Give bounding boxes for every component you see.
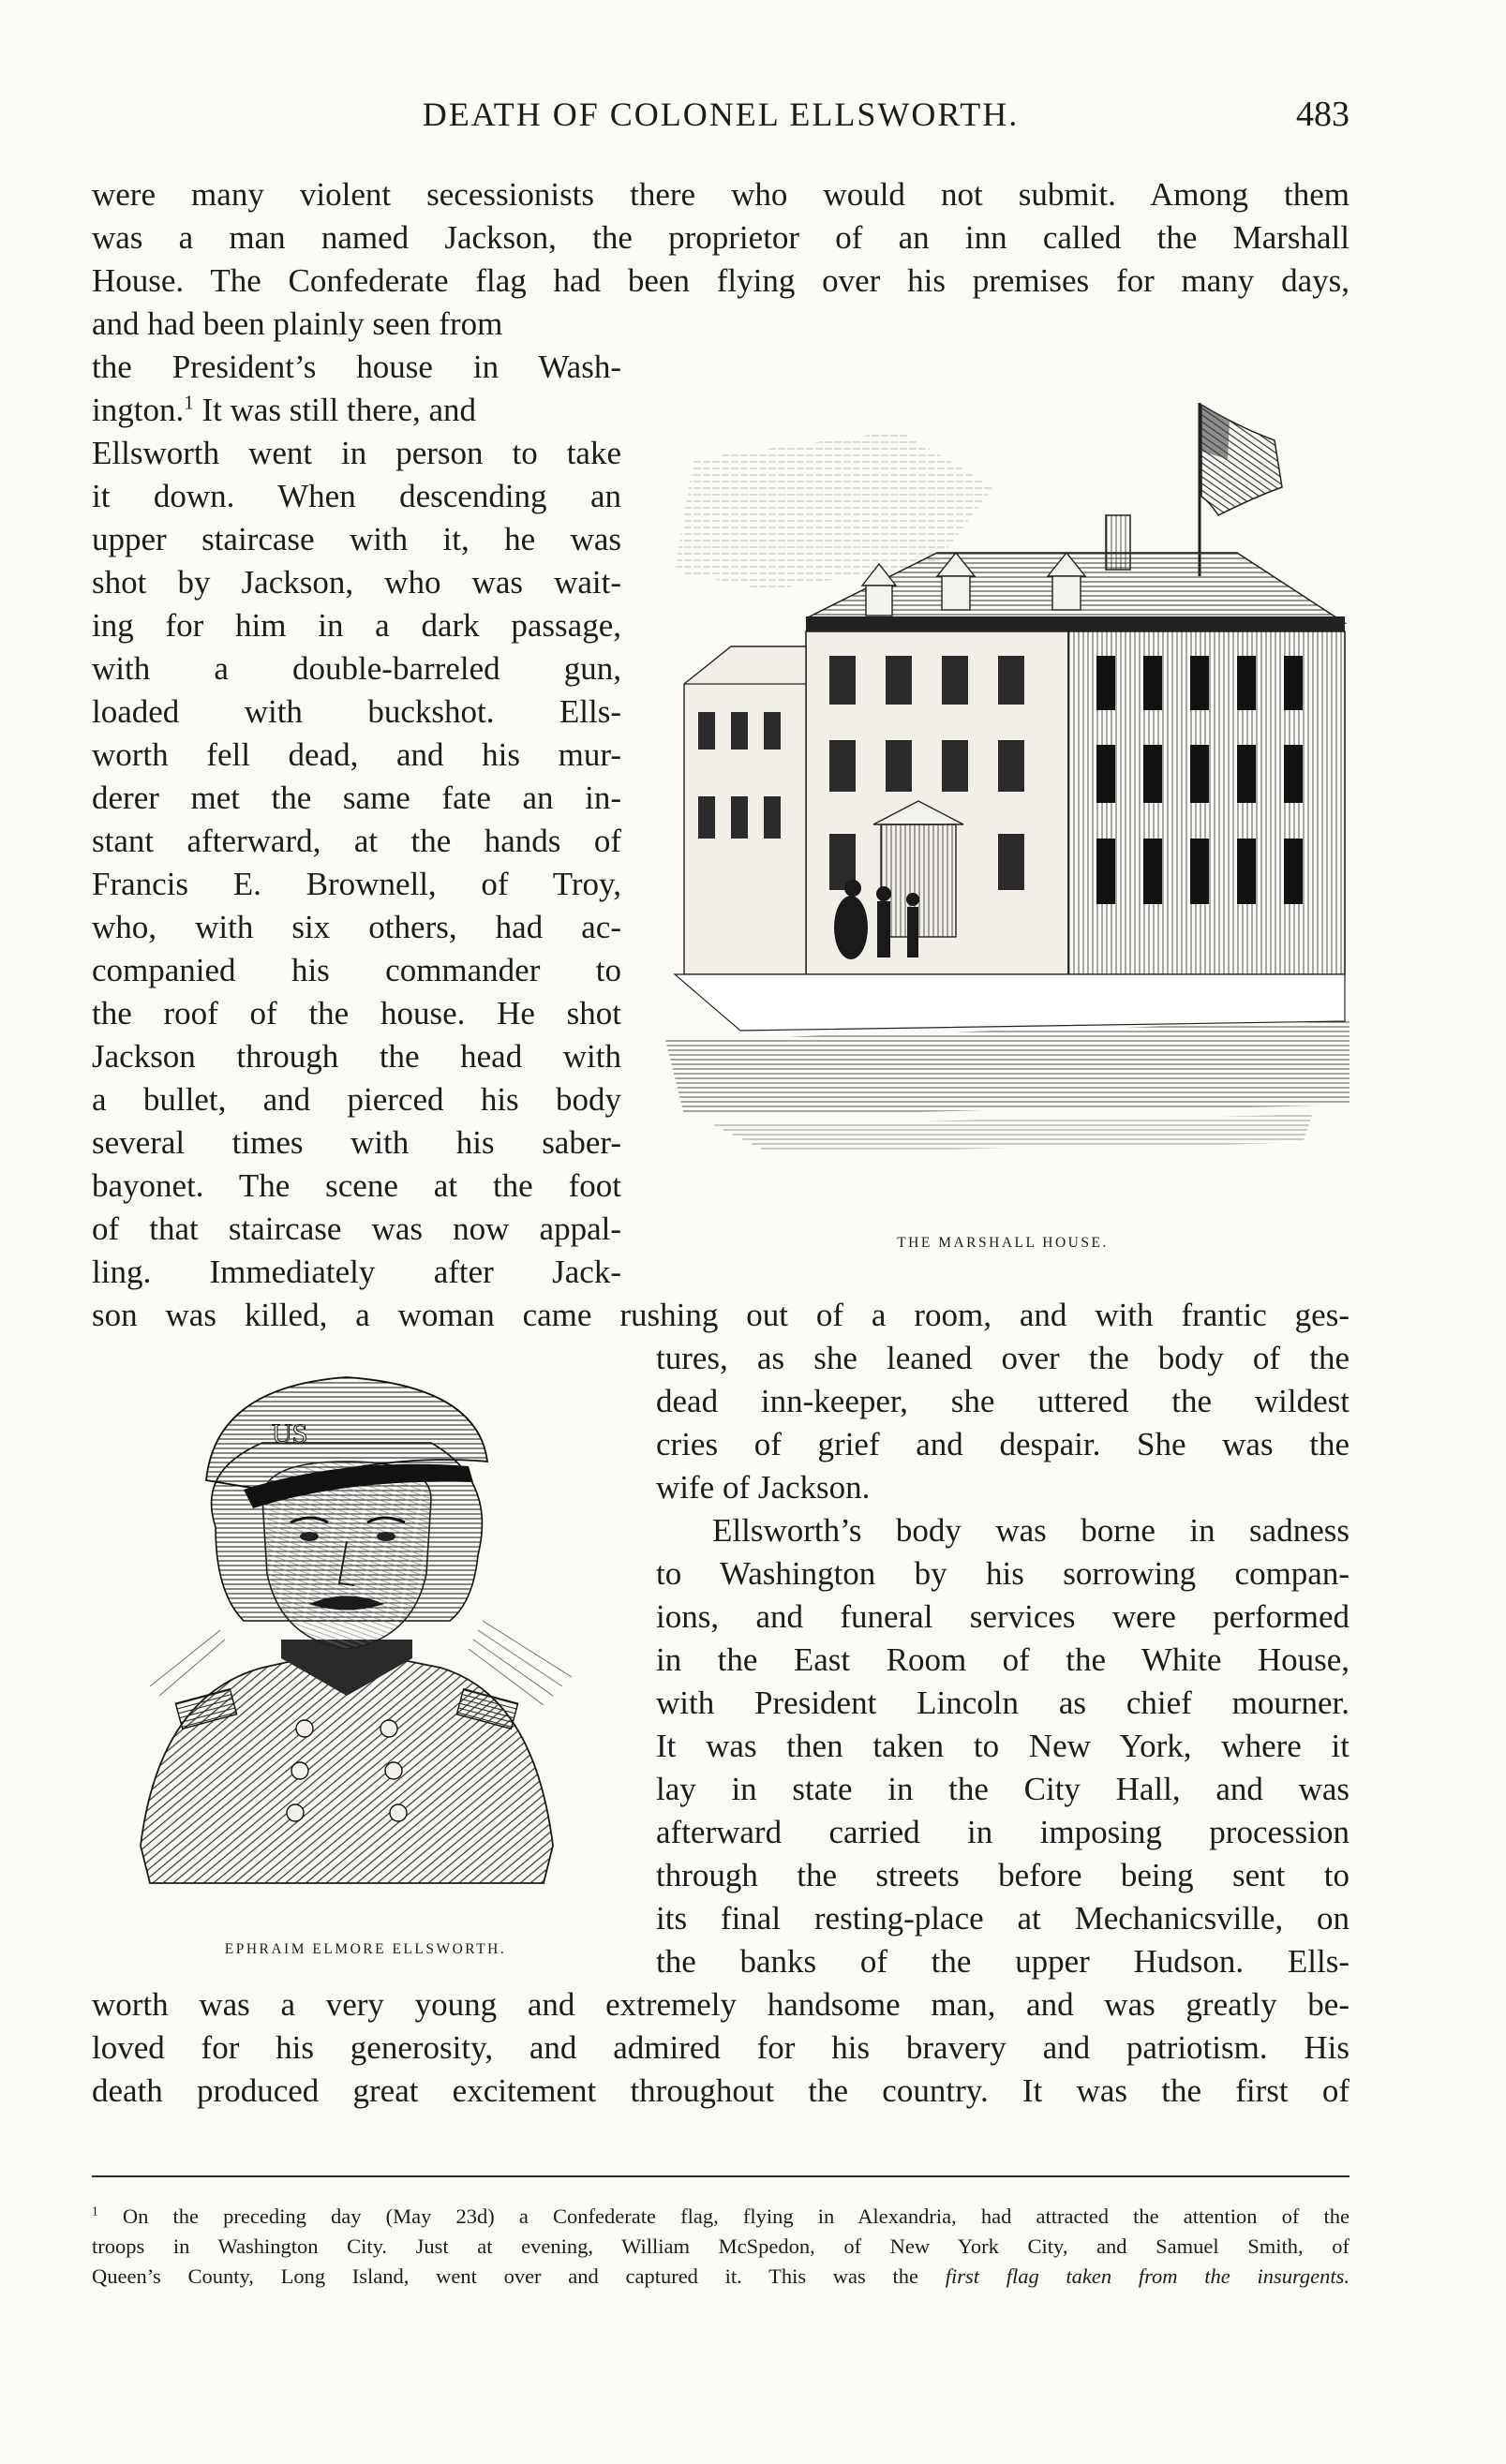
footnote-line: $^1$ On the preceding day (May 23d) a Confederate flag, flying in Alexandria, had attracted the attention of the bbox=[92, 2204, 1349, 2228]
body-line: It was then taken to New York, where it bbox=[656, 1728, 1349, 1764]
body-line: death produced great excitement throughout the country. It was the first of bbox=[92, 2072, 1349, 2109]
body-line: derer met the same fate an in- bbox=[92, 779, 621, 816]
body-line: Ellsworth’s body was borne in sadness bbox=[712, 1512, 1349, 1549]
body-line: Francis E. Brownell, of Troy, bbox=[92, 866, 621, 902]
ellsworth-portrait-caption: EPHRAIM ELMORE ELLSWORTH. bbox=[224, 1941, 507, 1957]
footnote-rule bbox=[92, 2175, 1349, 2177]
body-line: dead inn-keeper, she uttered the wildest bbox=[656, 1383, 1349, 1419]
body-line: of that staircase was now appal- bbox=[92, 1210, 621, 1247]
body-line: Ellsworth went in person to take bbox=[92, 435, 621, 471]
body-line: the banks of the upper Hudson. Ells- bbox=[656, 1943, 1349, 1980]
ellsworth-portrait bbox=[103, 1358, 628, 1939]
footnote-ref: 1 bbox=[184, 391, 194, 414]
body-line: who, with six others, had ac- bbox=[92, 909, 621, 945]
body-line: ington.$^1$ It was still there, and bbox=[92, 391, 477, 428]
body-line: it down. When descending an bbox=[92, 478, 621, 514]
body-line: Jackson through the head with bbox=[92, 1038, 621, 1075]
body-line: were many violent secessionists there who would not submit. Among them bbox=[92, 176, 1349, 213]
footnote-line: troops in Washington City. Just at evening, William McSpedon, of New York City, and Samuel Smith, of bbox=[92, 2234, 1349, 2258]
body-line: afterward carried in imposing procession bbox=[656, 1814, 1349, 1850]
body-line: several times with his saber- bbox=[92, 1124, 621, 1161]
body-line: the President’s house in Wash- bbox=[92, 349, 621, 385]
body-line: House. The Confederate flag had been flying over his premises for many days, bbox=[92, 262, 1349, 299]
body-line: lay in state in the City Hall, and was bbox=[656, 1771, 1349, 1807]
body-line: loved for his generosity, and admired for his bravery and patriotism. His bbox=[92, 2029, 1349, 2066]
body-line: worth was a very young and extremely handsome man, and was greatly be- bbox=[92, 1986, 1349, 2023]
marshall-house-illustration bbox=[656, 375, 1349, 1218]
footnote-marker: 1 bbox=[92, 2204, 98, 2219]
body-line: ing for him in a dark passage, bbox=[92, 607, 621, 644]
body-line: ions, and funeral services were performed bbox=[656, 1598, 1349, 1635]
body-line: was a man named Jackson, the proprietor of an inn called the Marshall bbox=[92, 219, 1349, 256]
running-title: DEATH OF COLONEL ELLSWORTH. bbox=[422, 96, 1020, 133]
body-line: loaded with buckshot. Ells- bbox=[92, 693, 621, 730]
cap-insignia: US bbox=[272, 1418, 308, 1449]
body-line: son was killed, a woman came rushing out of a room, and with frantic ges- bbox=[92, 1297, 1349, 1333]
marshall-house-engraving bbox=[656, 375, 1349, 1218]
footnote-line: Queen’s County, Long Island, went over and captured it. This was the first flag taken from the insurgents. bbox=[92, 2264, 1349, 2288]
running-head bbox=[92, 90, 1349, 139]
body-line: through the streets before being sent to bbox=[656, 1857, 1349, 1893]
body-line: and had been plainly seen from bbox=[92, 305, 503, 342]
body-line: its final resting-place at Mechanicsville, on bbox=[656, 1900, 1349, 1937]
body-line: stant afterward, at the hands of bbox=[92, 823, 621, 859]
body-line: with a double-barreled gun, bbox=[92, 650, 621, 687]
body-line: tures, as she leaned over the body of the bbox=[656, 1340, 1349, 1376]
body-line: in the East Room of the White House, bbox=[656, 1641, 1349, 1678]
body-line: companied his commander to bbox=[92, 952, 621, 988]
body-line: wife of Jackson. bbox=[656, 1469, 871, 1506]
body-line: bayonet. The scene at the foot bbox=[92, 1167, 621, 1204]
footnote-italic: first flag taken from the insurgents. bbox=[945, 2264, 1349, 2288]
body-line: with President Lincoln as chief mourner. bbox=[656, 1685, 1349, 1721]
marshall-house-caption: THE MARSHALL HOUSE. bbox=[897, 1235, 1109, 1251]
body-line: to Washington by his sorrowing compan- bbox=[656, 1555, 1349, 1592]
body-line: a bullet, and pierced his body bbox=[92, 1081, 621, 1118]
body-line: the roof of the house. He shot bbox=[92, 995, 621, 1032]
body-line: upper staircase with it, he was bbox=[92, 521, 621, 557]
page-number: 483 bbox=[1296, 95, 1349, 134]
ellsworth-portrait-illustration bbox=[103, 1358, 628, 1939]
body-line: worth fell dead, and his mur- bbox=[92, 736, 621, 773]
body-line: ling. Immediately after Jack- bbox=[92, 1254, 621, 1290]
body-line: shot by Jackson, who was wait- bbox=[92, 564, 621, 601]
body-line: cries of grief and despair. She was the bbox=[656, 1426, 1349, 1462]
